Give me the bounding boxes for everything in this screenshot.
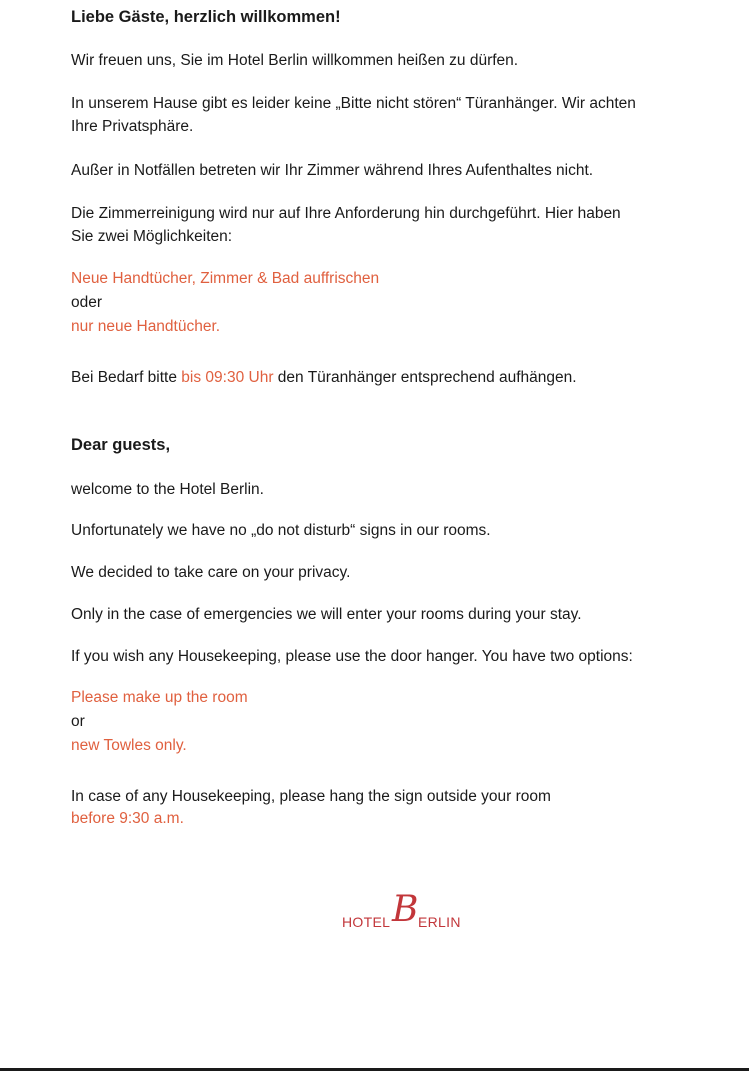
german-option-2: nur neue Handtücher. — [71, 318, 221, 335]
logo-initial: B — [392, 889, 419, 930]
german-paragraph-3: Außer in Notfällen betreten wir Ihr Zimmer während Ihres Aufenthaltes nicht. — [71, 162, 594, 179]
english-note-time: before 9:30 a.m. — [71, 810, 184, 827]
german-paragraph-4-line-2: Sie zwei Möglichkeiten: — [71, 228, 233, 245]
german-note-time: bis 09:30 Uhr — [181, 369, 274, 386]
english-paragraph-5: If you wish any Housekeeping, please use the door hanger. You have two options: — [71, 648, 633, 665]
english-note-line-1: In case of any Housekeeping, please hang the sign outside your room — [71, 788, 551, 805]
german-paragraph-1: Wir freuen uns, Sie im Hotel Berlin willkommen heißen zu dürfen. — [71, 52, 519, 69]
german-note-after: den Türanhänger entsprechend aufhängen. — [273, 369, 577, 386]
german-paragraph-4-line-1: Die Zimmerreinigung wird nur auf Ihre Anforderung hin durchgeführt. Hier haben — [71, 205, 621, 222]
german-paragraph-2-line-2: Ihre Privatsphäre. — [71, 118, 194, 135]
english-paragraph-2: Unfortunately we have no „do not disturb“ signs in our rooms. — [71, 522, 491, 539]
hotel-berlin-logo — [336, 890, 476, 940]
german-paragraph-2-line-1: In unserem Hause gibt es leider keine „Bitte nicht stören“ Türanhänger. Wir achten — [71, 95, 636, 112]
english-paragraph-1: welcome to the Hotel Berlin. — [71, 481, 264, 498]
bottom-divider — [0, 1068, 749, 1071]
german-note-before: Bei Bedarf bitte — [71, 369, 182, 386]
logo-berlin-text: ERLIN — [418, 914, 461, 930]
german-heading: Liebe Gäste, herzlich willkommen! — [71, 8, 341, 26]
english-paragraph-3: We decided to take care on your privacy. — [71, 564, 351, 581]
english-heading: Dear guests, — [71, 436, 171, 454]
english-paragraph-4: Only in the case of emergencies we will enter your rooms during your stay. — [71, 606, 582, 623]
english-option-2: new Towles only. — [71, 737, 187, 754]
english-option-1: Please make up the room — [71, 689, 248, 706]
logo-hotel-text: HOTEL — [342, 914, 391, 930]
german-note — [71, 367, 577, 389]
german-or: oder — [71, 294, 103, 311]
english-or: or — [71, 713, 85, 730]
german-option-1: Neue Handtücher, Zimmer & Bad auffrischen — [71, 270, 380, 287]
